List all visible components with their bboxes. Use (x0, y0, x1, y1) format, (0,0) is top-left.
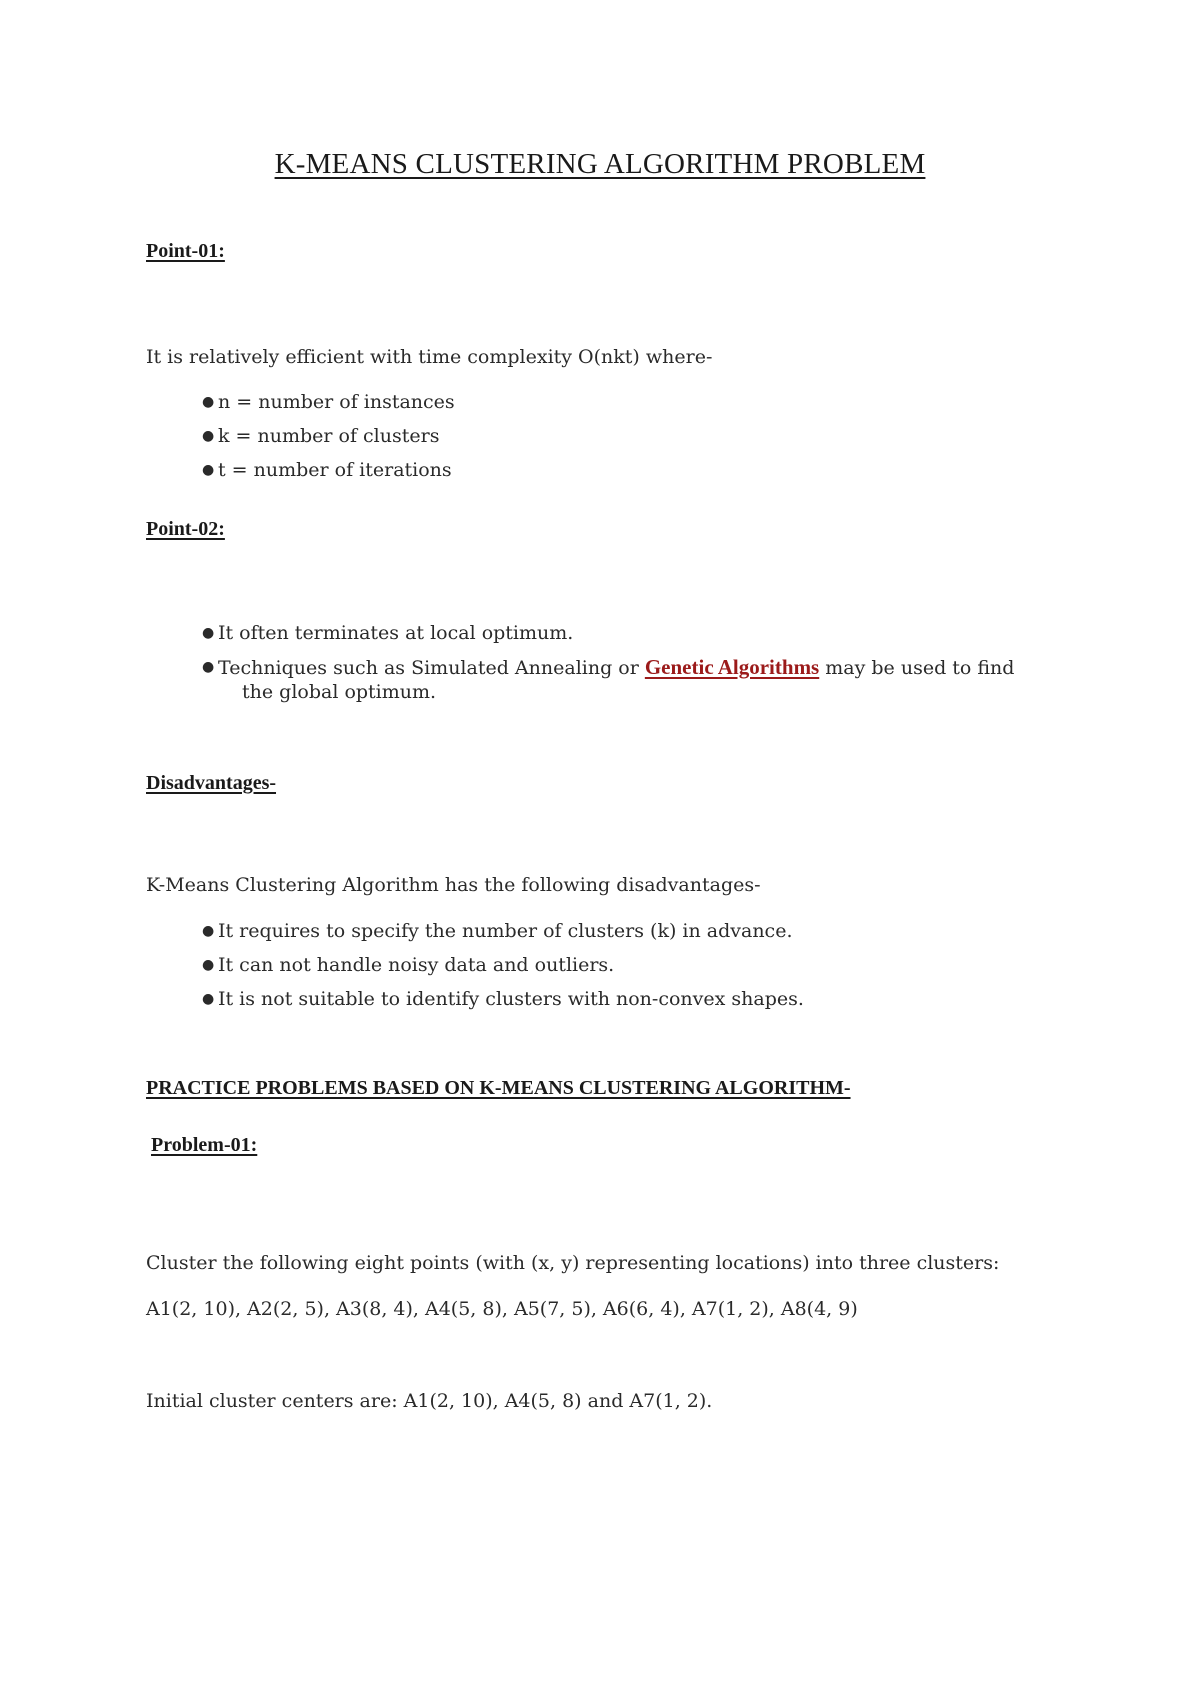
list-item: ● It requires to specify the number of clusters (k) in advance. (202, 914, 804, 948)
problem-01-points: A1(2, 10), A2(2, 5), A3(8, 4), A4(5, 8), A5(7, 5), A6(6, 4), A7(1, 2), A8(4, 9) (146, 1298, 858, 1320)
list-item: ● It is not suitable to identify clusters with non-convex shapes. (202, 982, 804, 1016)
bullet-icon: ● (202, 462, 215, 478)
bullet-icon: ● (202, 428, 215, 444)
list-item: ● n = number of instances (202, 385, 455, 419)
genetic-algorithms-link[interactable]: Genetic Algorithms (644, 655, 820, 679)
disadvantages-heading: Disadvantages- (146, 772, 277, 794)
bullet-icon: ● (202, 394, 215, 410)
bullet-icon: ● (202, 659, 215, 675)
bullet-icon: ● (202, 991, 215, 1007)
list-item: ● Techniques such as Simulated Annealing or Genetic Algorithms may be used to find the global optimum. (202, 650, 1014, 705)
list-item: ● t = number of iterations (202, 453, 455, 487)
list-item-continuation: the global optimum. (242, 681, 437, 703)
problem-01-initial-centers: Initial cluster centers are: A1(2, 10), A4(5, 8) and A7(1, 2). (146, 1390, 713, 1412)
point-02-bullet-list (202, 616, 1014, 705)
bullet-icon: ● (202, 957, 215, 973)
bullet-icon: ● (202, 625, 215, 641)
point-02-heading: Point-02: (146, 518, 225, 540)
bullet-icon: ● (202, 923, 215, 939)
document-title: K-MEANS CLUSTERING ALGORITHM PROBLEM (274, 148, 926, 180)
point-01-bullet-list (202, 385, 455, 487)
practice-problems-heading: PRACTICE PROBLEMS BASED ON K-MEANS CLUSTERING ALGORITHM- (146, 1077, 851, 1099)
problem-01-heading: Problem-01: (151, 1134, 258, 1156)
list-item: ● It can not handle noisy data and outliers. (202, 948, 804, 982)
disadvantages-intro: K-Means Clustering Algorithm has the following disadvantages- (146, 874, 761, 896)
point-01-intro: It is relatively efficient with time complexity O(nkt) where- (146, 346, 713, 368)
disadvantages-bullet-list (202, 914, 804, 1016)
problem-01-statement: Cluster the following eight points (with (x, y) representing locations) into three clusters: (146, 1252, 1000, 1274)
list-item: ● k = number of clusters (202, 419, 455, 453)
list-item: ● It often terminates at local optimum. (202, 616, 1014, 650)
point-01-heading: Point-01: (146, 240, 225, 262)
